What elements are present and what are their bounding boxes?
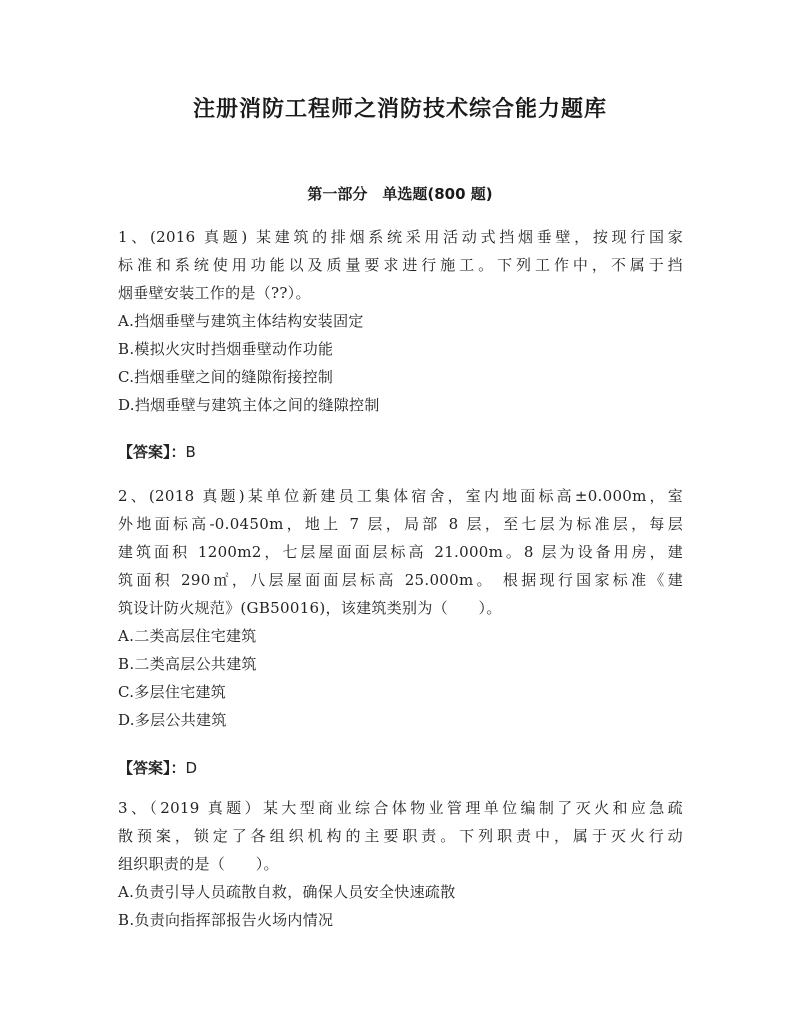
question-stem-line: 烟垂壁安装工作的是（??）。 — [118, 284, 311, 302]
option-c: C.多层住宅建筑 — [118, 683, 227, 701]
option-a: A.二类高层住宅建筑 — [118, 627, 257, 645]
question-stem-line: 组织职责的是（ ）。 — [118, 855, 279, 873]
question-stem-line: 2、(2018 真题)某单位新建员工集体宿舍，室内地面标高±0.000m，室 — [118, 487, 683, 505]
question-1 — [118, 223, 683, 419]
answer-value: D — [185, 759, 198, 777]
question-stem-line: 1、(2016 真题) 某建筑的排烟系统采用活动式挡烟垂壁，按现行国家 — [118, 228, 683, 246]
option-d: D.多层公共建筑 — [118, 711, 227, 729]
option-b: B.二类高层公共建筑 — [118, 655, 257, 673]
question-2 — [118, 482, 683, 734]
option-a: A.负责引导人员疏散自救，确保人员安全快速疏散 — [118, 883, 456, 901]
question-stem-line: 散预案，锁定了各组织机构的主要职责。下列职责中，属于灭火行动 — [118, 827, 683, 845]
question-stem-line: 筑面积 290㎡，八层屋面面层标高 25.000m。 根据现行国家标准《建 — [118, 571, 683, 589]
option-b: B.模拟火灾时挡烟垂壁动作功能 — [118, 340, 334, 358]
document-title: 注册消防工程师之消防技术综合能力题库 — [192, 97, 607, 122]
question-stem-line: 筑设计防火规范》(GB50016)，该建筑类别为（ ）。 — [118, 599, 502, 617]
answer-value: B — [185, 443, 196, 461]
question-3 — [118, 794, 683, 934]
question-stem-line: 标准和系统使用功能以及质量要求进行施工。下列工作中，不属于挡 — [118, 256, 683, 274]
option-c: C.挡烟垂壁之间的缝隙衔接控制 — [118, 368, 334, 386]
answer-2 — [118, 754, 197, 782]
answer-1 — [118, 438, 196, 466]
question-stem-line: 建筑面积 1200m2，七层屋面面层标高 21.000m。8 层为设备用房，建 — [118, 543, 683, 561]
answer-label: 【答案】： — [118, 759, 186, 777]
option-b: B.负责向指挥部报告火场内情况 — [118, 911, 334, 929]
option-d: D.挡烟垂壁与建筑主体之间的缝隙控制 — [118, 396, 380, 414]
question-stem-line: 3、（2019 真题）某大型商业综合体物业管理单位编制了灭火和应急疏 — [118, 799, 683, 817]
question-stem-line: 外地面标高-0.0450m，地上 7 层，局部 8 层，至七层为标准层，每层 — [118, 515, 683, 533]
option-a: A.挡烟垂壁与建筑主体结构安装固定 — [118, 312, 364, 330]
section-title: 第一部分 单选题(800 题) — [307, 185, 493, 203]
answer-label: 【答案】： — [118, 443, 186, 461]
